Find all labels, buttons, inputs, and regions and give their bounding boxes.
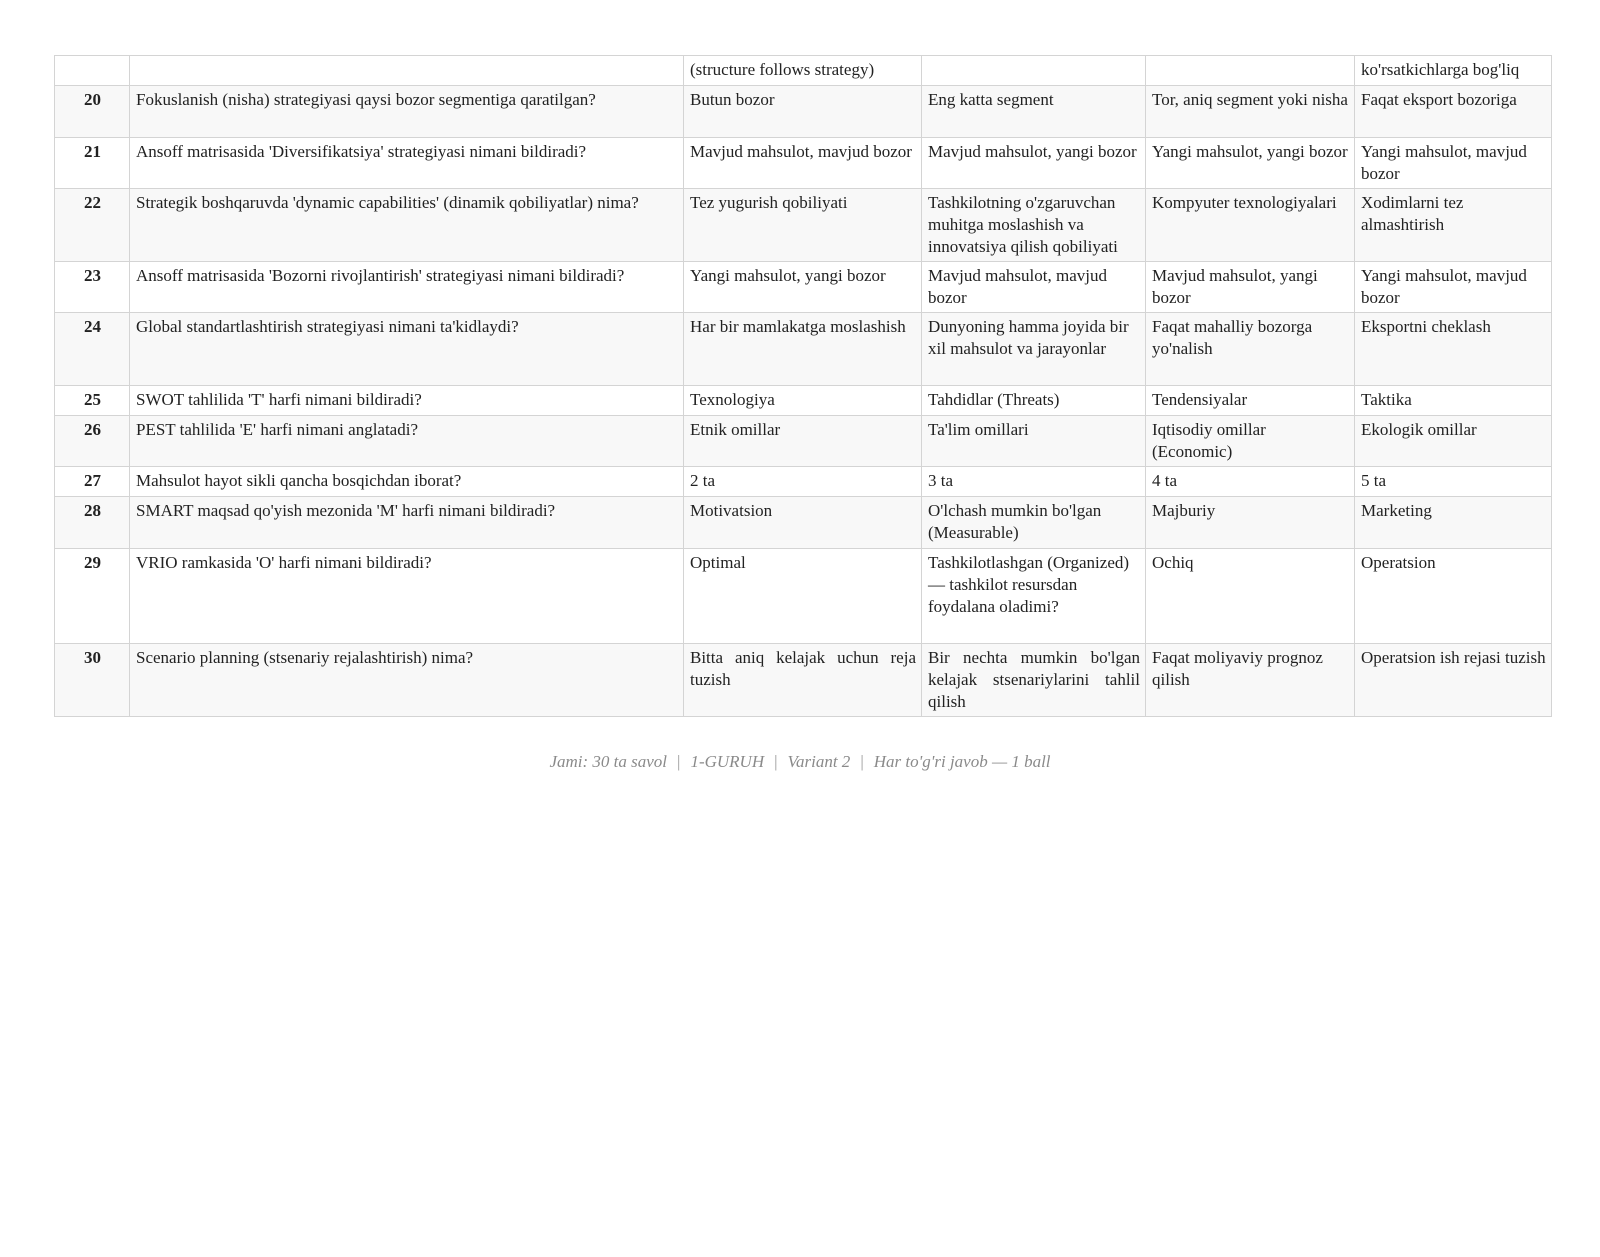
- option-b: Tashkilotning o'zgaruvchan muhitga moslashish va innovatsiya qilish qobiliyati: [922, 189, 1146, 262]
- option-a: Tez yugurish qobiliyati: [684, 189, 922, 262]
- option-d: Xodimlarni tez almashtirish: [1355, 189, 1552, 262]
- footer-separator: |: [774, 752, 778, 771]
- option-c: Ochiq: [1146, 549, 1355, 644]
- option-b: [922, 56, 1146, 86]
- option-c: Iqtisodiy omillar (Economic): [1146, 416, 1355, 467]
- question-text: Mahsulot hayot sikli qancha bosqichdan iborat?: [130, 467, 684, 497]
- option-a: Mavjud mahsulot, mavjud bozor: [684, 138, 922, 189]
- table-row: [55, 86, 1552, 138]
- option-d: Yangi mahsulot, mavjud bozor: [1355, 262, 1552, 313]
- option-c: Faqat moliyaviy prognoz qilish: [1146, 644, 1355, 717]
- question-number: 20: [55, 86, 130, 138]
- option-c: Mavjud mahsulot, yangi bozor: [1146, 262, 1355, 313]
- option-c: Yangi mahsulot, yangi bozor: [1146, 138, 1355, 189]
- question-number: 30: [55, 644, 130, 717]
- option-d: Taktika: [1355, 386, 1552, 416]
- table-row: [55, 386, 1552, 416]
- option-c: Tendensiyalar: [1146, 386, 1355, 416]
- option-b: Tahdidlar (Threats): [922, 386, 1146, 416]
- option-d: 5 ta: [1355, 467, 1552, 497]
- footer-scoring: Har to'g'ri javob — 1 ball: [873, 752, 1051, 771]
- option-b: Dunyoning hamma joyida bir xil mahsulot va jarayonlar: [922, 313, 1146, 386]
- question-number: 23: [55, 262, 130, 313]
- footer-group: 1-GURUH: [690, 752, 765, 771]
- option-b: Mavjud mahsulot, yangi bozor: [922, 138, 1146, 189]
- question-text: Strategik boshqaruvda 'dynamic capabilities' (dinamik qobiliyatlar) nima?: [130, 189, 684, 262]
- option-d: Operatsion ish rejasi tuzish: [1355, 644, 1552, 717]
- question-number: 26: [55, 416, 130, 467]
- option-a: Har bir mamlakatga moslashish: [684, 313, 922, 386]
- option-a: Texnologiya: [684, 386, 922, 416]
- option-b: O'lchash mumkin bo'lgan (Measurable): [922, 497, 1146, 549]
- document-footer: [0, 752, 1600, 772]
- option-c: 4 ta: [1146, 467, 1355, 497]
- question-text: VRIO ramkasida 'O' harfi nimani bildiradi?: [130, 549, 684, 644]
- question-number: 28: [55, 497, 130, 549]
- question-number: 27: [55, 467, 130, 497]
- option-b: Ta'lim omillari: [922, 416, 1146, 467]
- table-row: [55, 189, 1552, 262]
- question-text: PEST tahlilida 'E' harfi nimani anglatadi?: [130, 416, 684, 467]
- option-d: ko'rsatkichlarga bog'liq: [1355, 56, 1552, 86]
- question-number: 21: [55, 138, 130, 189]
- option-d: Marketing: [1355, 497, 1552, 549]
- option-a: 2 ta: [684, 467, 922, 497]
- question-text: SMART maqsad qo'yish mezonida 'M' harfi nimani bildiradi?: [130, 497, 684, 549]
- option-d: Faqat eksport bozoriga: [1355, 86, 1552, 138]
- option-d: Yangi mahsulot, mavjud bozor: [1355, 138, 1552, 189]
- question-text: Scenario planning (stsenariy rejalashtirish) nima?: [130, 644, 684, 717]
- option-a: Butun bozor: [684, 86, 922, 138]
- option-c: Kompyuter texnologiyalari: [1146, 189, 1355, 262]
- table-row: [55, 467, 1552, 497]
- table-row: [55, 262, 1552, 313]
- option-a: (structure follows strategy): [684, 56, 922, 86]
- option-b: Eng katta segment: [922, 86, 1146, 138]
- footer-separator: |: [860, 752, 864, 771]
- question-number: 25: [55, 386, 130, 416]
- table-row: [55, 644, 1552, 717]
- option-d: Operatsion: [1355, 549, 1552, 644]
- table-row: [55, 313, 1552, 386]
- option-a: Motivatsion: [684, 497, 922, 549]
- question-text: [130, 56, 684, 86]
- option-c: Majburiy: [1146, 497, 1355, 549]
- question-text: Fokuslanish (nisha) strategiyasi qaysi bozor segmentiga qaratilgan?: [130, 86, 684, 138]
- option-b: Tashkilotlashgan (Organized) — tashkilot resursdan foydalana oladimi?: [922, 549, 1146, 644]
- question-number: [55, 56, 130, 86]
- question-number: 22: [55, 189, 130, 262]
- option-a: Yangi mahsulot, yangi bozor: [684, 262, 922, 313]
- option-a: Bitta aniq kelajak uchun reja tuzish: [684, 644, 922, 717]
- table-row: [55, 549, 1552, 644]
- question-number: 29: [55, 549, 130, 644]
- option-a: Optimal: [684, 549, 922, 644]
- question-text: Ansoff matrisasida 'Diversifikatsiya' strategiyasi nimani bildiradi?: [130, 138, 684, 189]
- option-d: Ekologik omillar: [1355, 416, 1552, 467]
- option-d: Eksportni cheklash: [1355, 313, 1552, 386]
- option-b: Mavjud mahsulot, mavjud bozor: [922, 262, 1146, 313]
- question-number: 24: [55, 313, 130, 386]
- question-text: Global standartlashtirish strategiyasi nimani ta'kidlaydi?: [130, 313, 684, 386]
- footer-total: Jami: 30 ta savol: [549, 752, 668, 771]
- footer-variant: Variant 2: [787, 752, 851, 771]
- table-row: [55, 497, 1552, 549]
- table-row: [55, 138, 1552, 189]
- table-row: [55, 416, 1552, 467]
- option-c: [1146, 56, 1355, 86]
- question-text: Ansoff matrisasida 'Bozorni rivojlantirish' strategiyasi nimani bildiradi?: [130, 262, 684, 313]
- option-c: Tor, aniq segment yoki nisha: [1146, 86, 1355, 138]
- option-c: Faqat mahalliy bozorga yo'nalish: [1146, 313, 1355, 386]
- quiz-table: [54, 55, 1552, 717]
- table-row: [55, 56, 1552, 86]
- footer-separator: |: [677, 752, 681, 771]
- question-text: SWOT tahlilida 'T' harfi nimani bildiradi?: [130, 386, 684, 416]
- option-b: 3 ta: [922, 467, 1146, 497]
- option-a: Etnik omillar: [684, 416, 922, 467]
- option-b: Bir nechta mumkin bo'lgan kelajak stsenariylarini tahlil qilish: [922, 644, 1146, 717]
